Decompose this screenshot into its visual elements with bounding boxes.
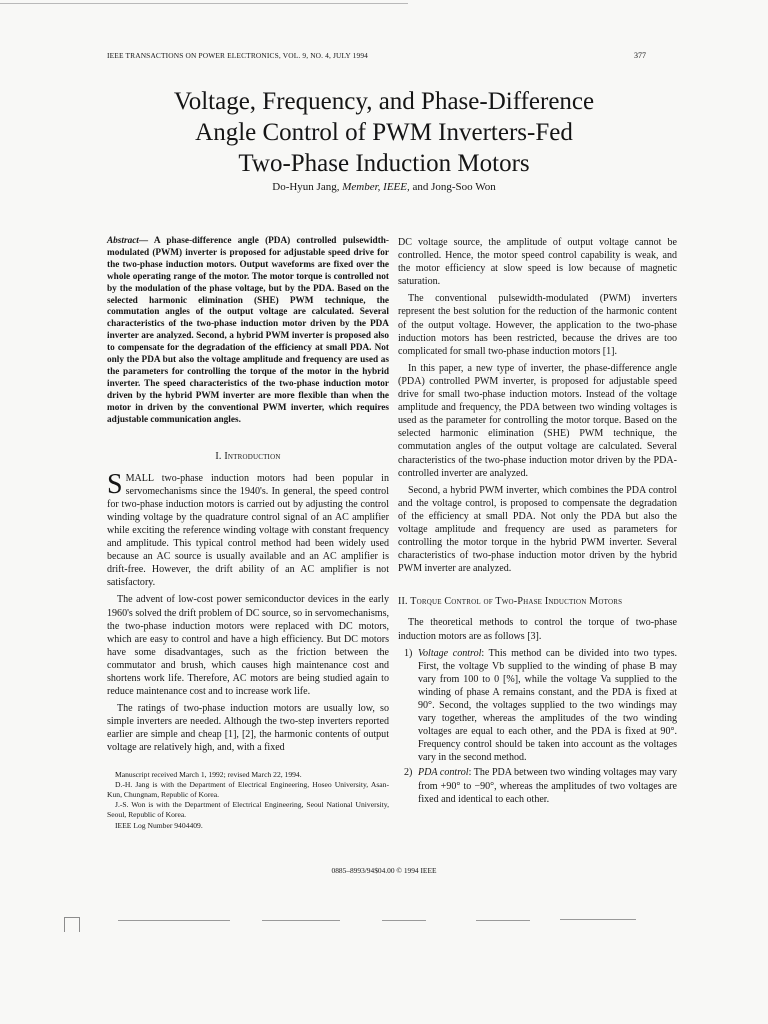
title-line-1: Voltage, Frequency, and Phase-Difference xyxy=(173,88,595,115)
section2-intro: The theoretical methods to control the torque of two-phase induction motors are as follows [3]. xyxy=(398,617,677,642)
col2-paragraph-3: In this paper, a new type of inverter, the phase-difference angle (PDA) controlled PWM inverter, is proposed for adjustable speed drive for small two-phase induction motors. Instead of the voltage amplitude and frequency, the PDA between two winding voltages is used as the parameter for controlling the motor torque. Based on the selected harmonic elimination (SHE) PWM technique, the commutation angles of the output voltage are calculated. Several characteristics of the two-phase induction motor driven by the PDA-controlled inverter are analyzed. xyxy=(398,362,677,479)
footnote-received: Manuscript received March 1, 1992; revised March 22, 1994. xyxy=(115,769,302,779)
list-item-text: : The PDA between two winding voltages may vary from +90° to −90°, whereas the amplitudes of two voltages are fixed and identical to each other. xyxy=(418,767,677,805)
footnote-log-number: IEEE Log Number 9404409. xyxy=(115,820,203,830)
list-item-title: PDA control xyxy=(418,767,469,779)
drop-cap: S xyxy=(107,468,123,500)
intro-paragraph-2: The advent of low-cost power semiconductor devices in the early 1960's solved the drift problem of DC source, so in servomechanisms, the two-phase induction motors were replaced with DC motors, which are easy to control and have a high efficiency. But DC motors have some disadvantages, such as the friction between the commutator and brush, which causes high maintenance cost and shortens work life. Therefore, AC motors are being studied again to reduce maintenance cost and to increase work life. xyxy=(107,594,389,698)
list-item-number: 1) xyxy=(404,647,413,659)
page-number: 377 xyxy=(634,51,646,60)
running-head: IEEE TRANSACTIONS ON POWER ELECTRONICS, VOL. 9, NO. 4, JULY 1994 xyxy=(107,51,369,60)
title-line-2: Angle Control of PWM Inverters-Fed xyxy=(195,119,573,146)
footnotes xyxy=(107,770,389,831)
list-item xyxy=(398,766,677,805)
abstract xyxy=(107,236,389,427)
list-item-title: Voltage control xyxy=(418,647,482,659)
intro-paragraph-3: The ratings of two-phase induction motors are usually low, so simple inverters are needed. Although the two-step inverters reported earlier are simple and cheap [1], [2], the harmonic contents of output voltage are relatively high, and, with a fixed xyxy=(107,703,389,754)
col2-paragraph-4: Second, a hybrid PWM inverter, which combines the PDA control and the voltage control, is proposed to compensate the degradation of the efficiency at small PDA. Not only the PDA but also the voltage amplitude and frequency are used as parameters for controlling the motor torque in the hybrid PWM inverter. Several characteristics of two-phase induction motor driven by the hybrid PWM inverter are analyzed. xyxy=(398,484,677,575)
section-heading-introduction: I. Introduction xyxy=(215,450,281,462)
footnote-author-1: D.-H. Jang is with the Department of Electrical Engineering, Hoseo University, Asan-Kun, Chungnam, Republic of Korea. xyxy=(107,779,389,799)
right-column xyxy=(398,236,677,808)
author-2-name: and Jong-Soo Won xyxy=(412,181,496,193)
col2-paragraph-2: The conventional pulsewidth-modulated (PWM) inverters represent the best solution for the reduction of the harmonic content of the output voltage. However, the application to the two-phase induction motors has been restricted, because the drives are too complicated for small two-phase induction motors [1]. xyxy=(398,293,677,357)
control-methods-list xyxy=(398,647,677,806)
left-column xyxy=(107,236,389,831)
author-1-name: Do-Hyun Jang, xyxy=(272,181,340,193)
intro-paragraph-1-text: MALL two-phase induction motors had been popular in servomechanisms since the 1940's. In general, the speed control for two-phase induction motors is carried out by adjusting the control winding voltage by the quadrature control signal of an AC amplifier while exciting the reference winding voltage with constant frequency and amplitude. This typical control method had been widely used because an AC source is usually available and an AC amplifier is drift-free. However, the drift ability of an AC amplifier is not satisfactory. xyxy=(107,472,389,589)
list-item-number: 2) xyxy=(404,767,413,779)
intro-paragraph-1 xyxy=(107,468,389,590)
scan-top-rule xyxy=(0,3,408,4)
list-item-text: : This method can be divided into two types. First, the voltage Vb supplied to the winding of phase B may vary from 100 to 0 [%], while the voltage Va supplied to the winding of phase A remains constant, and the PDA is fixed at 90°. Second, the voltages supplied to the two windings may vary together, whereas the amplitudes of the two winding voltages are equal to each other, and the PDA is fixed at 90°. Frequency control should be taken into account as the voltages vary in the second method. xyxy=(418,647,678,764)
section-heading-torque-control: II. Torque Control of Two-Phase Induction Motors xyxy=(398,596,623,608)
list-item xyxy=(398,647,677,765)
title-line-3: Two-Phase Induction Motors xyxy=(238,150,530,177)
paper-title xyxy=(40,86,728,179)
footnote-author-2: J.-S. Won is with the Department of Electrical Engineering, Seoul National University, Seoul, Republic of Korea. xyxy=(107,800,389,820)
scan-bottom-rules xyxy=(0,912,768,942)
copyright-line: 0885–8993/94$04.00 © 1994 IEEE xyxy=(331,866,437,875)
abstract-text: A phase-difference angle (PDA) controlled pulsewidth-modulated (PWM) inverter is proposed for adjustable speed drive for the two-phase induction motors. Output waveforms are fixed over the whole operating range of the motor. The motor torque is controlled not by the modulation of the phase voltage, but by the PDA. Based on the selected harmonic elimination (SHE) PWM technique, the commutation angles of the output voltage are calculated. Several characteristics of the two-phase induction motor driven by the PDA inverter are analyzed. Second, a hybrid PWM inverter is proposed also to compensate for the degradation of the efficiency at small PDA. Not only the PDA but also the voltage amplitude and frequency are used as the parameters for controlling the torque of the motor in the hybrid inverter. The speed characteristics of the two-phase induction motor driven by the hybrid PWM inverter are more flexible than when the motor in driven by the conventional PWM inverter, which requires adjustable communication angles. xyxy=(107,236,389,425)
col2-paragraph-1: DC voltage source, the amplitude of output voltage cannot be controlled. Hence, the motor speed control capability is weak, and the motor efficiency at slow speed is low because of magnetic saturation. xyxy=(398,237,677,288)
author-line xyxy=(40,180,728,194)
author-1-membership: Member, IEEE, xyxy=(342,181,410,193)
abstract-label: Abstract— xyxy=(107,236,149,246)
